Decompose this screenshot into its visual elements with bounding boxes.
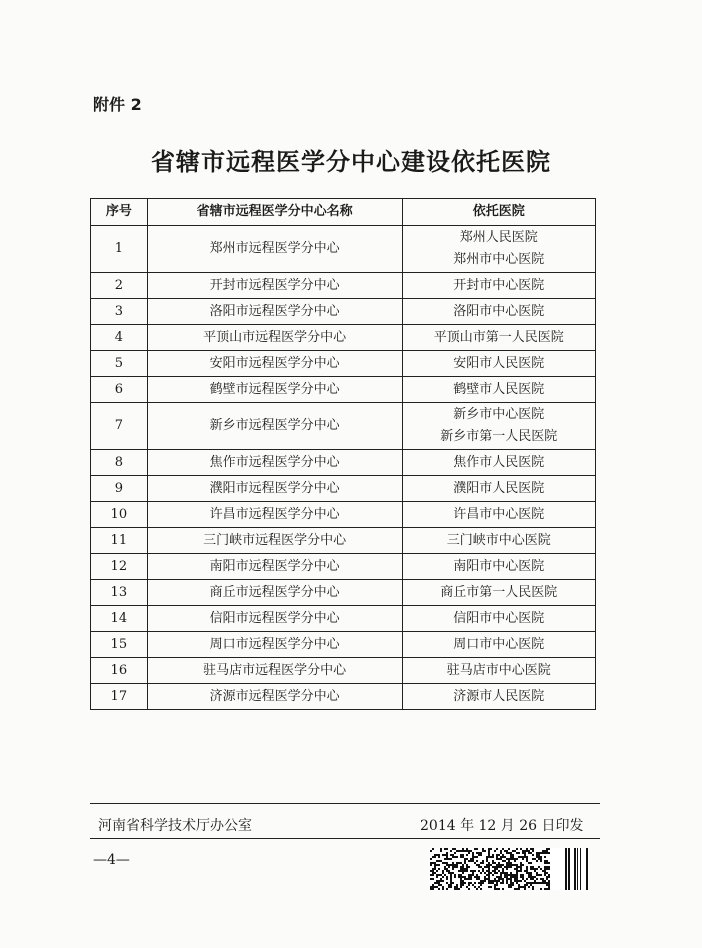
row-center-name: 焦作市远程医学分中心 [147, 450, 402, 476]
row-hospitals [402, 325, 595, 351]
table-row [91, 325, 596, 351]
row-hospitals [402, 528, 595, 554]
row-center-name: 平顶山市远程医学分中心 [147, 325, 402, 351]
row-center-name: 济源市远程医学分中心 [147, 684, 402, 710]
row-hospitals [402, 606, 595, 632]
hospital-name: 信阳市中心医院 [453, 610, 545, 626]
hospital-name: 郑州人民医院 [459, 230, 538, 245]
document-barcode [430, 848, 588, 890]
header-center-name: 省辖市远程医学分中心名称 [147, 199, 402, 226]
table-row [91, 658, 596, 684]
row-center-name: 洛阳市远程医学分中心 [147, 299, 402, 325]
hospital-name: 商丘市第一人民医院 [440, 584, 558, 600]
hospital-name: 南阳市中心医院 [453, 558, 545, 574]
table-body [91, 226, 596, 710]
hospital-name: 平顶山市第一人民医院 [433, 329, 564, 345]
row-serial-no: 14 [91, 606, 148, 632]
table-row [91, 502, 596, 528]
row-center-name: 信阳市远程医学分中心 [147, 606, 402, 632]
row-center-name: 南阳市远程医学分中心 [147, 554, 402, 580]
header-hospital: 依托医院 [402, 199, 595, 226]
table-row [91, 226, 596, 273]
row-hospitals [402, 351, 595, 377]
row-center-name: 许昌市远程医学分中心 [147, 502, 402, 528]
row-hospitals [402, 554, 595, 580]
row-hospitals [402, 377, 595, 403]
row-serial-no: 16 [91, 658, 148, 684]
row-serial-no: 7 [91, 403, 148, 450]
row-serial-no: 8 [91, 450, 148, 476]
row-hospitals [402, 580, 595, 606]
table-row [91, 606, 596, 632]
row-center-name: 周口市远程医学分中心 [147, 632, 402, 658]
table-row [91, 351, 596, 377]
table-row [91, 450, 596, 476]
row-center-name: 安阳市远程医学分中心 [147, 351, 402, 377]
row-serial-no: 12 [91, 554, 148, 580]
hospital-name: 鹤壁市人民医院 [453, 381, 545, 397]
row-serial-no: 1 [91, 226, 148, 273]
row-serial-no: 4 [91, 325, 148, 351]
issue-date: 2014 年 12 月 26 日印发 [420, 818, 584, 834]
page-number: —4— [93, 852, 130, 868]
row-hospitals [402, 299, 595, 325]
row-serial-no: 3 [91, 299, 148, 325]
page-title: 省辖市远程医学分中心建设依托医院 [151, 148, 551, 176]
hospital-name: 安阳市人民医院 [453, 355, 545, 371]
row-hospitals [402, 684, 595, 710]
row-center-name: 商丘市远程医学分中心 [147, 580, 402, 606]
attachment-label: 附件 2 [93, 95, 142, 114]
hospital-name: 新乡市第一人民医院 [440, 429, 558, 444]
table-row [91, 632, 596, 658]
row-serial-no: 13 [91, 580, 148, 606]
hospital-name: 郑州市中心医院 [453, 252, 545, 267]
hospital-name: 开封市中心医院 [453, 277, 545, 293]
issuing-office: 河南省科学技术厅办公室 [98, 818, 252, 834]
table-row [91, 554, 596, 580]
row-hospitals [402, 658, 595, 684]
hospital-name: 济源市人民医院 [453, 688, 545, 704]
row-center-name: 三门峡市远程医学分中心 [147, 528, 402, 554]
table-row [91, 377, 596, 403]
row-serial-no: 5 [91, 351, 148, 377]
hospital-name: 驻马店市中心医院 [446, 662, 551, 678]
hospital-name: 洛阳市中心医院 [453, 303, 545, 319]
hospital-name: 许昌市中心医院 [453, 506, 545, 522]
row-center-name: 开封市远程医学分中心 [147, 273, 402, 299]
table-row [91, 403, 596, 450]
row-serial-no: 17 [91, 684, 148, 710]
hospital-name: 新乡市中心医院 [453, 407, 545, 422]
table-row [91, 476, 596, 502]
table-row [91, 528, 596, 554]
hospital-table [90, 198, 596, 710]
row-center-name: 驻马店市远程医学分中心 [147, 658, 402, 684]
row-serial-no: 15 [91, 632, 148, 658]
row-center-name: 濮阳市远程医学分中心 [147, 476, 402, 502]
hospital-name: 濮阳市人民医院 [453, 480, 545, 496]
row-serial-no: 11 [91, 528, 148, 554]
hospital-name: 周口市中心医院 [453, 636, 545, 652]
table-row [91, 299, 596, 325]
hospital-name: 焦作市人民医院 [453, 454, 545, 470]
row-serial-no: 6 [91, 377, 148, 403]
row-serial-no: 10 [91, 502, 148, 528]
row-hospitals [402, 476, 595, 502]
row-serial-no: 9 [91, 476, 148, 502]
header-serial-no: 序号 [91, 199, 148, 226]
row-hospitals [402, 226, 595, 273]
row-hospitals [402, 632, 595, 658]
table-row [91, 684, 596, 710]
footer-bottom-rule [90, 838, 600, 839]
row-hospitals [402, 273, 595, 299]
table-row [91, 580, 596, 606]
row-center-name: 鹤壁市远程医学分中心 [147, 377, 402, 403]
table-header-row [91, 199, 596, 226]
table-row [91, 273, 596, 299]
row-serial-no: 2 [91, 273, 148, 299]
row-hospitals [402, 502, 595, 528]
row-hospitals [402, 450, 595, 476]
footer-top-rule [90, 803, 600, 804]
row-center-name: 郑州市远程医学分中心 [147, 226, 402, 273]
row-center-name: 新乡市远程医学分中心 [147, 403, 402, 450]
hospital-name: 三门峡市中心医院 [446, 532, 551, 548]
row-hospitals [402, 403, 595, 450]
